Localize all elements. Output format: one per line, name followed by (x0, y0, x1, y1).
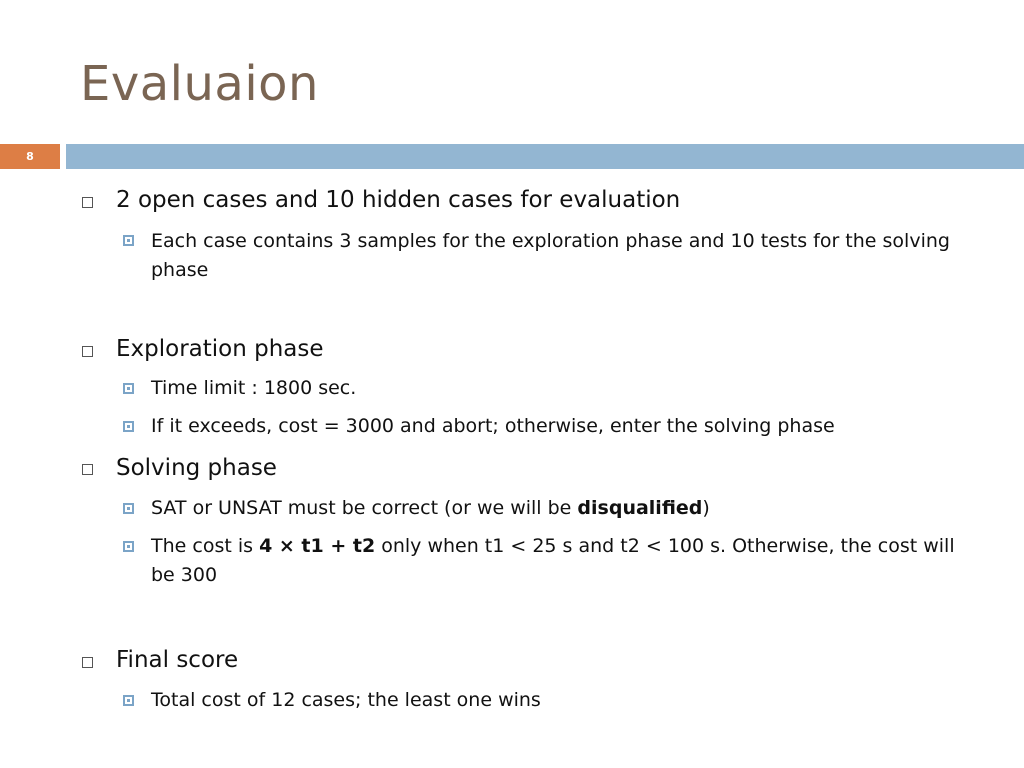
bullet-solving-phase: Solving phase (116, 455, 277, 481)
sub-bullet-icon (123, 541, 134, 552)
sub-bullet-exceeds: If it exceeds, cost = 3000 and abort; otherwise, enter the solving phase (151, 415, 835, 437)
cost-formula-emphasis: 4 × t1 + t2 (259, 535, 376, 557)
bullet-square-icon (82, 657, 93, 668)
sub-bullet-icon (123, 235, 134, 246)
sub-bullet-case-contents: Each case contains 3 samples for the exploration phase and 10 tests for the solving phase (151, 230, 950, 281)
sub-bullet-icon (123, 383, 134, 394)
cost-text: The cost is (151, 535, 260, 557)
sub-bullet-sat-unsat (151, 494, 981, 523)
bullet-final-score: Final score (116, 647, 239, 673)
bullet-square-icon (82, 346, 93, 357)
sub-bullet-icon (123, 695, 134, 706)
sat-unsat-text: SAT or UNSAT must be correct (or we will be (151, 497, 578, 519)
bullet-open-cases: 2 open cases and 10 hidden cases for evaluation (116, 187, 681, 213)
header-rule-bar (66, 144, 1024, 169)
cost-text-end: only when t1 < 25 s and t2 < 100 s. Otherwise, the cost will be 300 (151, 535, 955, 586)
sub-bullet-icon (123, 421, 134, 432)
disqualified-emphasis: disqualified (577, 497, 703, 519)
sat-unsat-text-end: ) (702, 497, 710, 519)
sub-bullet-total-cost: Total cost of 12 cases; the least one wins (151, 689, 541, 711)
bullet-square-icon (82, 464, 93, 475)
sub-bullet-time-limit: Time limit : 1800 sec. (151, 377, 357, 399)
bullet-square-icon (82, 197, 93, 208)
sub-bullet-cost-formula (151, 532, 981, 590)
page-number-badge: 8 (0, 144, 60, 169)
bullet-exploration-phase: Exploration phase (116, 336, 324, 362)
sub-bullet-icon (123, 503, 134, 514)
slide-title: Evaluaion (80, 56, 319, 112)
